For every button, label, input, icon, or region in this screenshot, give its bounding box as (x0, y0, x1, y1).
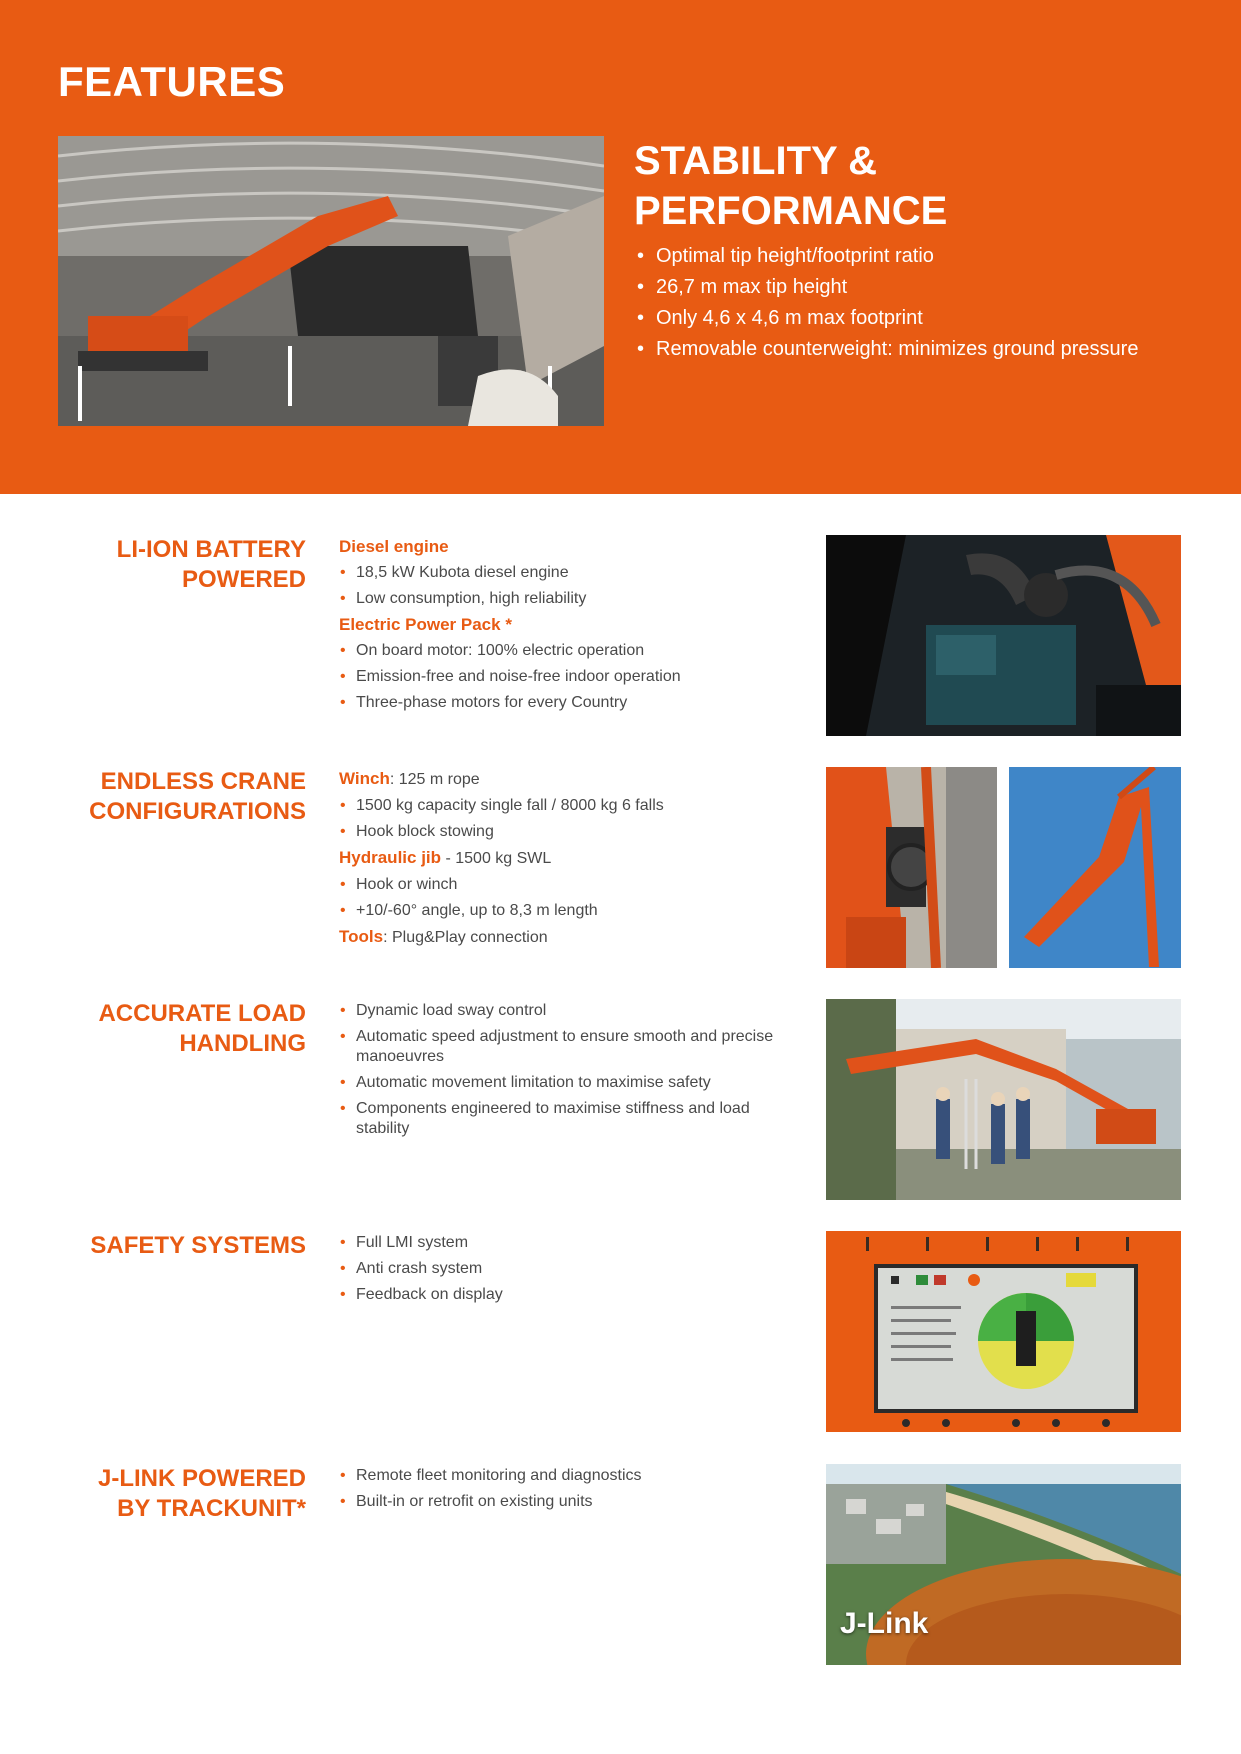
list-item: • Dynamic load sway control (339, 1001, 799, 1021)
list-item: • On board motor: 100% electric operation (339, 641, 799, 661)
tools-heading: Tools (339, 927, 384, 946)
list-item: • Feedback on display (339, 1285, 799, 1305)
list-item: • Emission-free and noise-free indoor operation (339, 667, 799, 687)
jib-note: - 1500 kg SWL (441, 850, 552, 867)
load-title-line1: ACCURATE LOAD (98, 1000, 306, 1027)
jlink-list (339, 1466, 799, 1512)
safety-title: SAFETY SYSTEMS (90, 1232, 306, 1259)
config-title-line1: ENDLESS CRANE (100, 768, 306, 795)
jlink-map-photo (826, 1464, 1181, 1665)
page-title: FEATURES (58, 58, 286, 105)
list-item: • Hook block stowing (339, 822, 799, 842)
list-item: • Only 4,6 x 4,6 m max footprint (636, 306, 1176, 330)
list-item: • Low consumption, high reliability (339, 589, 799, 609)
winch-heading: Winch (339, 769, 390, 788)
stability-heading-line2: PERFORMANCE (634, 189, 948, 233)
list-item: • Automatic speed adjustment to ensure smooth and precise manoeuvres (339, 1027, 799, 1067)
stability-heading-line1: STABILITY & (634, 139, 877, 183)
jlink-logo (840, 1607, 928, 1641)
jlink-section-title (60, 1464, 306, 1524)
winch-line (339, 769, 799, 790)
winch-photo (826, 767, 997, 968)
list-item: • 26,7 m max tip height (636, 275, 1176, 299)
jib-photo (1009, 767, 1181, 968)
list-item: • +10/-60° angle, up to 8,3 m length (339, 901, 799, 921)
list-item: • Optimal tip height/footprint ratio (636, 244, 1176, 268)
load-list (339, 1001, 799, 1139)
list-item: • 1500 kg capacity single fall / 8000 kg 6 falls (339, 796, 799, 816)
engine-photo (826, 535, 1181, 736)
list-item: • Built-in or retrofit on existing units (339, 1492, 799, 1512)
list-item: • Hook or winch (339, 875, 799, 895)
load-section-body (339, 1001, 799, 1145)
list-item: • Full LMI system (339, 1233, 799, 1253)
list-item: • Removable counterweight: minimizes ground pressure (636, 337, 1176, 361)
safety-section-title (60, 1231, 306, 1261)
jib-heading: Hydraulic jib (339, 848, 442, 867)
safety-list (339, 1233, 799, 1305)
config-section-title (60, 767, 306, 827)
tools-line (339, 927, 799, 948)
list-item: • Automatic movement limitation to maximise safety (339, 1073, 799, 1093)
battery-title-line1: LI-ION BATTERY (116, 536, 306, 563)
lmi-display-photo (826, 1231, 1181, 1432)
stability-heading (634, 136, 1194, 236)
list-item: • Anti crash system (339, 1259, 799, 1279)
tools-note: : Plug&Play connection (383, 929, 548, 946)
safety-section-body (339, 1233, 799, 1311)
jlink-logo-text: J-Link (840, 1607, 929, 1640)
battery-section-body (339, 537, 799, 719)
electric-heading: Electric Power Pack * (339, 615, 512, 634)
config-section-body (339, 769, 799, 954)
jib-line (339, 848, 799, 869)
jlink-section-body (339, 1466, 799, 1518)
list-item: • 18,5 kW Kubota diesel engine (339, 563, 799, 583)
jlink-title-line2: BY TRACKUNIT* (117, 1495, 306, 1522)
load-title-line2: HANDLING (179, 1030, 306, 1057)
workers-photo (826, 999, 1181, 1200)
stability-list (636, 244, 1176, 368)
electric-list (339, 641, 799, 713)
hero-banner (0, 0, 1241, 494)
jib-list (339, 875, 799, 921)
jlink-title-line1: J-LINK POWERED (97, 1465, 306, 1492)
battery-section-title (60, 535, 306, 595)
winch-list (339, 796, 799, 842)
winch-note: : 125 m rope (389, 771, 480, 788)
config-title-line2: CONFIGURATIONS (89, 798, 306, 825)
load-section-title (60, 999, 306, 1059)
crane-site-photo (58, 136, 604, 426)
diesel-heading: Diesel engine (339, 537, 449, 556)
list-item: • Three-phase motors for every Country (339, 693, 799, 713)
diesel-list (339, 563, 799, 609)
list-item: • Components engineered to maximise stiffness and load stability (339, 1099, 799, 1139)
battery-title-line2: POWERED (181, 566, 306, 593)
list-item: • Remote fleet monitoring and diagnostics (339, 1466, 799, 1486)
